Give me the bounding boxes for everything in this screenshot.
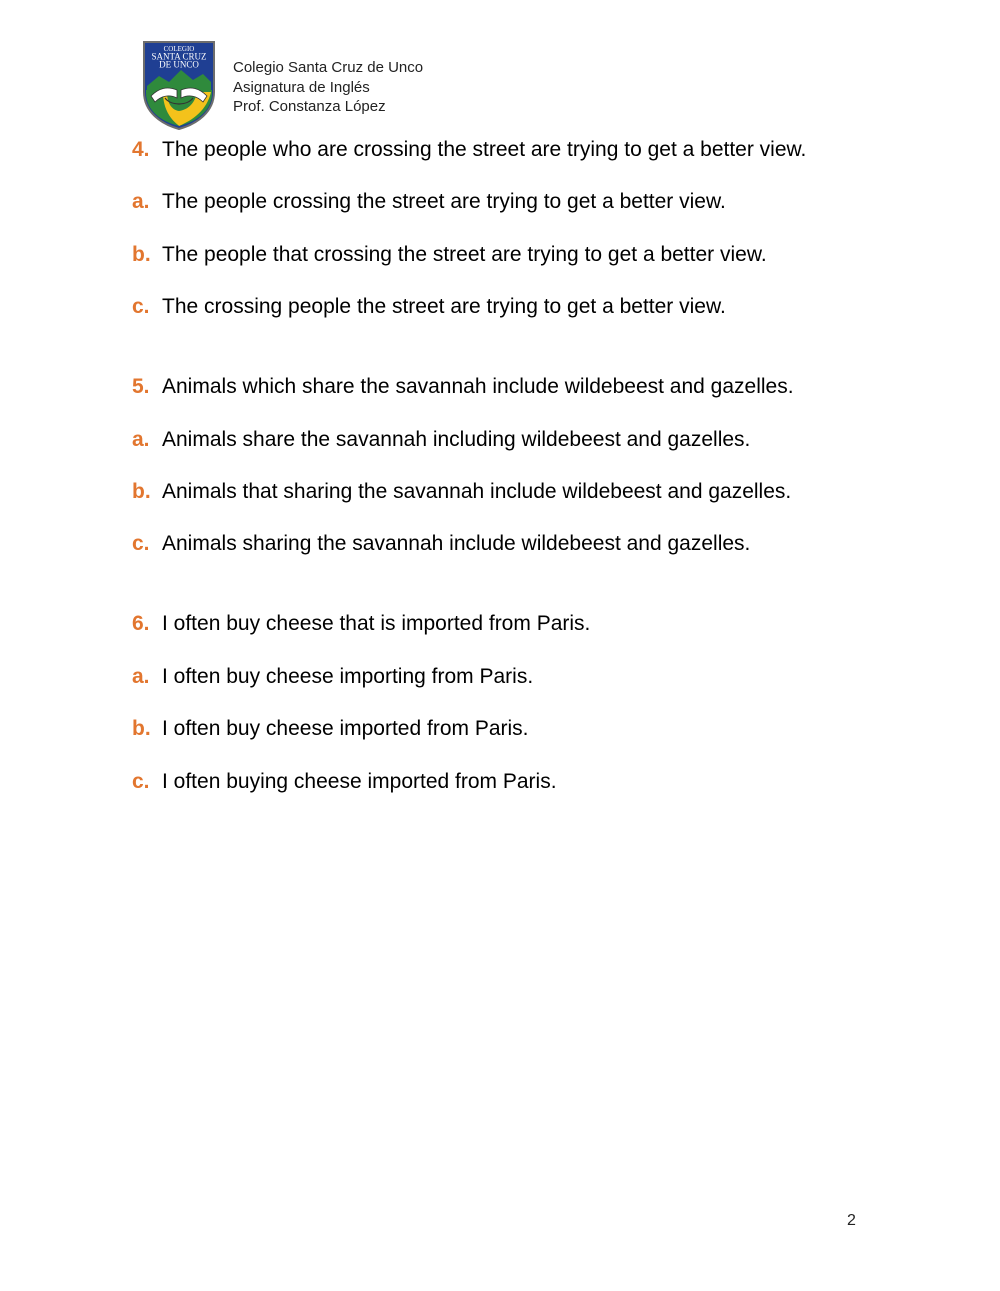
sentence-text: Animals which share the savannah include wildebeest and gazelles. <box>162 375 794 399</box>
option-text: Animals that sharing the savannah include wildebeest and gazelles. <box>162 479 792 503</box>
option-b <box>132 241 892 268</box>
option-letter: a. <box>132 190 150 214</box>
option-text: I often buy cheese importing from Paris. <box>162 664 534 688</box>
logo-text-line-2: SANTA CRUZ <box>151 51 207 62</box>
option-text: Animals share the savannah including wildebeest and gazelles. <box>162 427 751 451</box>
question-sentence <box>132 373 892 400</box>
option-a <box>132 188 892 215</box>
option-c <box>132 530 892 557</box>
option-text: I often buying cheese imported from Paris. <box>162 769 557 793</box>
option-letter: b. <box>132 717 151 741</box>
option-b <box>132 478 892 505</box>
option-letter: c. <box>132 532 150 556</box>
option-text: Animals sharing the savannah include wildebeest and gazelles. <box>162 532 751 556</box>
question-sentence <box>132 136 892 163</box>
option-letter: a. <box>132 427 150 451</box>
option-b <box>132 715 892 742</box>
question-5 <box>132 373 892 557</box>
option-a <box>132 426 892 453</box>
option-text: I often buy cheese imported from Paris. <box>162 717 529 741</box>
sentence-text: The people who are crossing the street are trying to get a better view. <box>162 138 807 161</box>
option-letter: a. <box>132 664 150 688</box>
logo-text-line-3: DE UNCO <box>159 59 199 70</box>
option-letter: b. <box>132 479 151 503</box>
questions-list <box>132 136 892 848</box>
option-letter: c. <box>132 295 150 319</box>
school-name: Colegio Santa Cruz de Unco <box>233 59 424 76</box>
question-4 <box>132 136 892 320</box>
option-text: The people that crossing the street are trying to get a better view. <box>162 242 767 266</box>
question-number: 6. <box>132 612 150 636</box>
option-letter: c. <box>132 769 150 793</box>
school-info <box>233 58 423 117</box>
page-number: 2 <box>847 1212 856 1229</box>
subject-name: Asignatura de Inglés <box>233 78 370 96</box>
question-number: 4. <box>132 138 150 161</box>
question-sentence <box>132 610 892 637</box>
logo-text-line-1: COLEGIO <box>163 45 195 53</box>
question-number: 5. <box>132 375 150 399</box>
option-a <box>132 663 892 690</box>
sentence-text: I often buy cheese that is imported from Paris. <box>162 612 591 636</box>
option-c <box>132 768 892 795</box>
school-crest-logo <box>141 40 217 130</box>
teacher-name: Prof. Constanza López <box>233 98 386 115</box>
question-6 <box>132 610 892 794</box>
option-text: The people crossing the street are trying to get a better view. <box>162 190 726 214</box>
document-header <box>141 40 641 130</box>
option-c <box>132 293 892 320</box>
option-text: The crossing people the street are trying to get a better view. <box>162 295 726 319</box>
option-letter: b. <box>132 242 151 266</box>
